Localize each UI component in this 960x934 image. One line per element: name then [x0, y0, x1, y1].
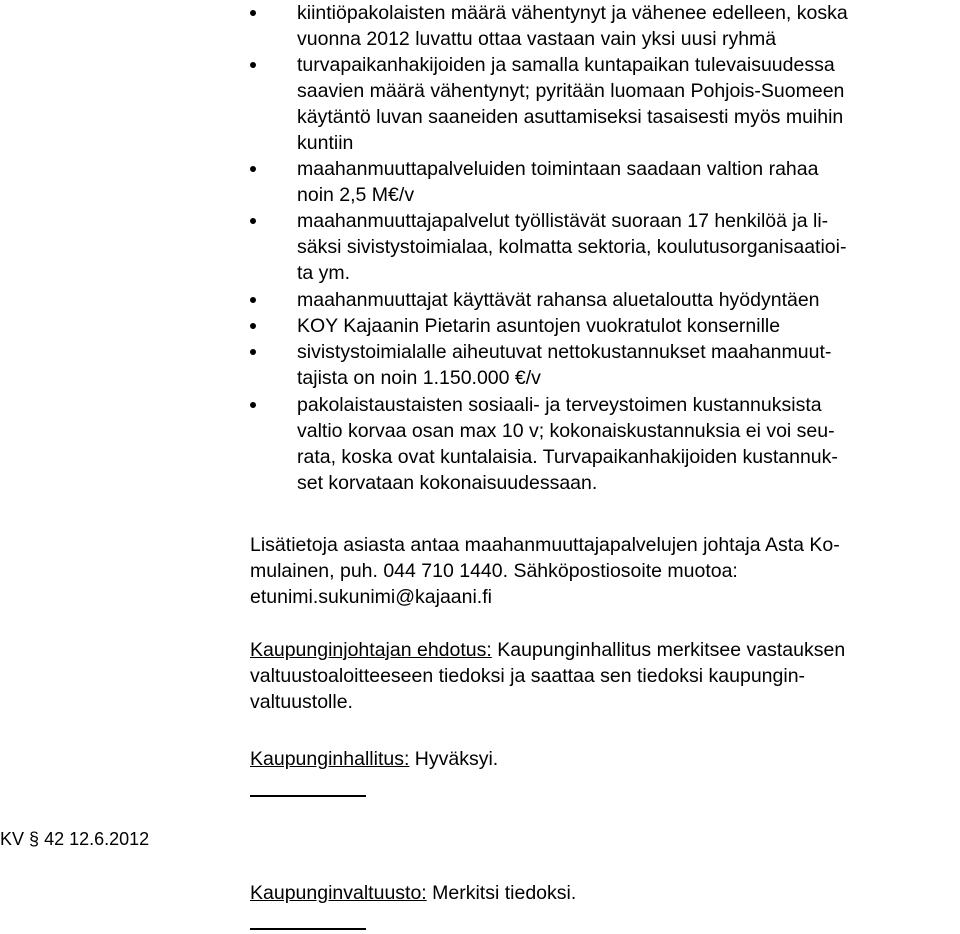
proposal-line-2: valtuustoaloitteeseen tiedoksi ja saattaa sen tiedoksi kaupungin- — [250, 665, 806, 687]
council-text: Merkitsi tiedoksi. — [426, 882, 577, 904]
section-symbol: § — [29, 829, 40, 849]
bullet-3-line-1: maahanmuuttapalveluiden toimintaan saadaan valtion rahaa — [297, 158, 819, 180]
bullet-marker — [250, 402, 256, 408]
bullet-8-line-4: set korvataan kokonaisuudessaan. — [297, 472, 598, 494]
section-prefix: KV — [0, 829, 25, 849]
bullet-marker — [250, 62, 256, 68]
bullet-8-line-1: pakolaistaustaisten sosiaali- ja terveystoimen kustannuksista — [297, 394, 822, 416]
bullet-marker — [250, 297, 256, 303]
bullet-5-line-1: maahanmuuttajat käyttävät rahansa aluetaloutta hyödyntäen — [297, 289, 820, 311]
bullet-7-line-2: tajista on noin 1.150.000 €/v — [297, 367, 541, 389]
bullet-2-line-3: käytäntö luvan saaneiden asuttamiseksi tasaisesti myös muihin — [297, 106, 844, 128]
bullet-4-line-3: ta ym. — [297, 262, 351, 284]
board-text: Hyväksyi. — [409, 748, 499, 770]
section-reference — [0, 826, 149, 852]
info-line-3: etunimi.sukunimi@kajaani.fi — [250, 586, 492, 608]
council-label: Kaupunginvaltuusto: — [250, 882, 427, 904]
bullet-2-line-1: turvapaikanhakijoiden ja samalla kuntapaikan tulevaisuudessa — [297, 54, 835, 76]
board-decision — [250, 746, 498, 772]
bullet-4-line-2: säksi sivistystoimialaa, kolmatta sektoria, koulutusorganisaatioi- — [297, 236, 847, 258]
board-label: Kaupunginhallitus: — [250, 748, 410, 770]
council-decision — [250, 880, 576, 906]
bullet-1-line-2: vuonna 2012 luvattu ottaa vastaan vain yksi uusi ryhmä — [297, 28, 777, 50]
bullet-3-line-2: noin 2,5 M€/v — [297, 184, 415, 206]
info-line-1: Lisätietoja asiasta antaa maahanmuuttajapalvelujen johtaja Asta Ko- — [250, 534, 840, 556]
separator-rule — [250, 795, 366, 797]
bullet-6-line-1: KOY Kajaanin Pietarin asuntojen vuokratulot konsernille — [297, 315, 781, 337]
proposal-line-3: valtuustolle. — [250, 691, 353, 713]
bullet-2-line-2: saavien määrä vähentynyt; pyritään luomaan Pohjois-Suomeen — [297, 80, 845, 102]
bullet-marker — [250, 166, 256, 172]
bullet-8-line-2: valtio korvaa osan max 10 v; kokonaiskustannuksia ei voi seu- — [297, 420, 835, 442]
proposal-line-1 — [250, 637, 845, 663]
bullet-2-line-4: kuntiin — [297, 132, 354, 154]
bullet-1-line-1: kiintiöpakolaisten määrä vähentynyt ja vähenee edelleen, koska — [297, 2, 848, 24]
bullet-7-line-1: sivistystoimialalle aiheutuvat nettokustannukset maahanmuut- — [297, 341, 832, 363]
info-line-2: mulainen, puh. 044 710 1440. Sähköpostiosoite muotoa: — [250, 560, 738, 582]
separator-rule — [250, 928, 366, 930]
proposal-text: Kaupunginhallitus merkitsee vastauksen — [491, 639, 846, 661]
bullet-marker — [250, 323, 256, 329]
bullet-8-line-3: rata, koska ovat kuntalaisia. Turvapaikanhakijoiden kustannuk- — [297, 446, 838, 468]
bullet-marker — [250, 218, 256, 224]
proposal-label: Kaupunginjohtajan ehdotus: — [250, 639, 492, 661]
section-date: 42 12.6.2012 — [44, 829, 150, 849]
bullet-marker — [250, 349, 256, 355]
bullet-4-line-1: maahanmuuttajapalvelut työllistävät suoraan 17 henkilöä ja li- — [297, 210, 829, 232]
bullet-marker — [250, 10, 256, 16]
